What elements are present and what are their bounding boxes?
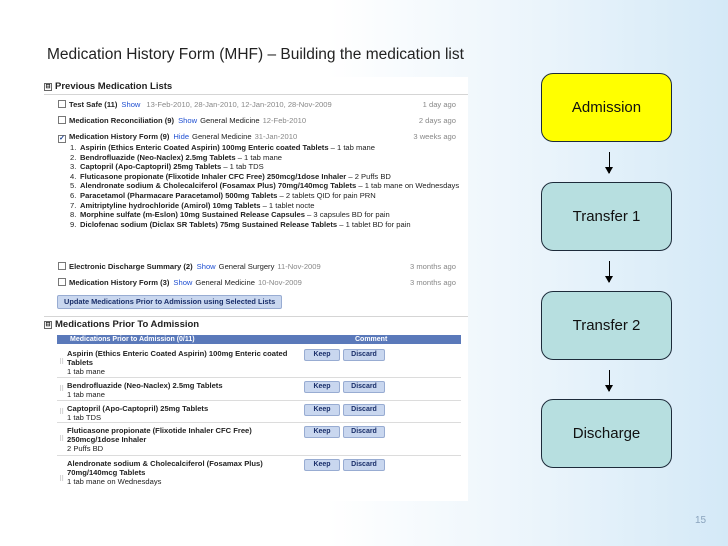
medication-dose: – 2 Puffs BD xyxy=(346,171,391,181)
medication-name: Bendrofluazide (Neo-Naclex) 2.5mg Tablets xyxy=(80,152,236,162)
medication-dose: 1 tab mane xyxy=(67,367,105,376)
previous-lists-heading: ⊟ Previous Medication Lists xyxy=(45,81,173,92)
prior-admission-heading: ⊟ Medications Prior To Admission xyxy=(45,319,200,330)
show-hide-link[interactable]: Show xyxy=(178,116,198,125)
discard-button[interactable]: Discard xyxy=(343,381,385,393)
column-header-comment: Comment xyxy=(355,336,388,343)
flow-step-transfer-1: Transfer 1 xyxy=(541,182,672,251)
flow-arrow xyxy=(609,370,610,391)
item-number: 6. xyxy=(70,190,77,200)
medication-dose: 1 tab mane on Wednesdays xyxy=(67,477,162,486)
keep-button[interactable]: Keep xyxy=(304,426,340,438)
list-item xyxy=(70,162,468,172)
list-age: 3 months ago xyxy=(409,262,456,271)
table-row xyxy=(57,401,461,423)
drag-handle-icon[interactable]: ⠿ xyxy=(59,409,65,416)
show-hide-link[interactable]: Show xyxy=(196,262,216,271)
collapse-icon[interactable]: ⊟ xyxy=(45,322,51,328)
update-medications-button[interactable]: Update Medications Prior to Admission using Selected Lists xyxy=(57,295,282,309)
keep-button[interactable]: Keep xyxy=(304,349,340,361)
medication-dose: 1 tab TDS xyxy=(67,413,102,422)
medication-dose: – 1 tablet BD for pain xyxy=(337,219,411,229)
medication-name: Diclofenac sodium (Diclax SR Tablets) 75mg Sustained Release Tablets xyxy=(80,219,338,229)
medication-cell xyxy=(67,459,292,486)
item-number: 9. xyxy=(70,219,77,229)
drag-handle-icon[interactable]: ⠿ xyxy=(59,386,65,393)
list-age: 1 day ago xyxy=(422,100,456,109)
list-item xyxy=(70,191,468,201)
list-dates: 12-Feb-2010 xyxy=(262,116,307,125)
medication-dose: 1 tab mane xyxy=(67,390,105,399)
medication-name: Fluticasone propionate (Flixotide Inhaler CFC Free) 250mcg/1dose Inhaler xyxy=(67,426,252,444)
flow-step-admission: Admission xyxy=(541,73,672,142)
medication-name: Morphine sulfate (m-Eslon) 10mg Sustained Release Capsules xyxy=(80,210,305,220)
list-item xyxy=(70,172,468,182)
medication-dose: – 3 capsules BD for pain xyxy=(304,210,390,220)
list-dates: 13-Feb-2010, 28-Jan-2010, 12-Jan-2010, 28-Nov-2009 xyxy=(146,100,332,109)
item-number: 1. xyxy=(70,143,77,152)
medication-dose: – 2 tablets QID for pain PRN xyxy=(277,190,376,200)
medication-dose: – 1 tab mane on Wednesdays xyxy=(356,181,460,191)
medication-name: Alendronate sodium & Cholecalciferol (Fosamax Plus) 70mg/140mcg Tablets xyxy=(80,181,357,191)
keep-button[interactable]: Keep xyxy=(304,404,340,416)
drag-handle-icon[interactable]: ⠿ xyxy=(59,436,65,443)
discard-button[interactable]: Discard xyxy=(343,459,385,471)
list-name: Medication History Form (9) xyxy=(69,132,170,141)
drag-handle-icon[interactable]: ⠿ xyxy=(59,359,65,366)
medication-list-row xyxy=(58,115,462,127)
medication-dose: – 1 tablet nocte xyxy=(260,200,315,210)
table-row xyxy=(57,423,461,456)
medication-name: Captopril (Apo-Captopril) 25mg Tablets xyxy=(67,404,209,413)
medication-name: Aspirin (Ethics Enteric Coated Aspirin) 100mg Enteric coated Tablets xyxy=(67,349,288,367)
list-item xyxy=(70,210,468,220)
list-name: Medication History Form (3) xyxy=(69,278,170,287)
discard-button[interactable]: Discard xyxy=(343,404,385,416)
show-hide-link[interactable]: Show xyxy=(121,100,141,109)
medication-dose: – 1 tab mane xyxy=(235,152,283,162)
list-age: 3 months ago xyxy=(409,278,456,287)
list-checkbox[interactable] xyxy=(58,116,66,124)
show-hide-link[interactable]: Hide xyxy=(173,132,190,141)
item-number: 7. xyxy=(70,200,77,210)
item-number: 5. xyxy=(70,181,77,191)
medication-name: Alendronate sodium & Cholecalciferol (Fosamax Plus) 70mg/140mcg Tablets xyxy=(67,459,263,477)
keep-button[interactable]: Keep xyxy=(304,459,340,471)
expanded-medication-list xyxy=(70,143,468,229)
list-name: Test Safe (11) xyxy=(69,100,118,109)
list-checkbox[interactable]: ✓ xyxy=(59,135,65,142)
collapse-icon[interactable]: ⊟ xyxy=(45,84,51,90)
list-item xyxy=(70,181,468,191)
list-checkbox[interactable] xyxy=(58,262,66,270)
list-dates: 10-Nov-2009 xyxy=(257,278,302,287)
item-number: 4. xyxy=(70,171,77,181)
medication-name: Amitriptyline hydrochloride (Amirol) 10mg Tablets xyxy=(80,200,261,210)
table-row xyxy=(57,346,461,378)
medication-dose: 2 Puffs BD xyxy=(67,444,104,453)
discard-button[interactable]: Discard xyxy=(343,349,385,361)
flow-step-discharge: Discharge xyxy=(541,399,672,468)
list-item xyxy=(70,153,468,163)
medication-list-row xyxy=(58,99,462,111)
item-number: 2. xyxy=(70,152,77,162)
flow-arrow xyxy=(609,261,610,282)
list-name: Electronic Discharge Summary (2) xyxy=(69,262,193,271)
list-context: General Medicine xyxy=(192,132,252,141)
table-row xyxy=(57,456,461,501)
medication-cell xyxy=(67,381,292,399)
list-checkbox[interactable] xyxy=(58,100,66,108)
medication-dose: – 1 tab TDS xyxy=(221,162,264,172)
medication-cell xyxy=(67,349,292,376)
medication-name: Fluticasone propionate (Flixotide Inhaler CFC Free) 250mcg/1dose Inhaler xyxy=(80,171,347,181)
list-item xyxy=(70,201,468,211)
medication-name: Captopril (Apo-Captopril) 25mg Tablets xyxy=(80,162,222,172)
list-name: Medication Reconciliation (9) xyxy=(69,116,175,125)
medication-name: Aspirin (Ethics Enteric Coated Aspirin) 100mg Enteric coated Tablets xyxy=(80,143,329,152)
list-age: 3 weeks ago xyxy=(413,132,456,141)
list-context: General Medicine xyxy=(195,278,255,287)
medication-panel xyxy=(44,77,468,501)
medication-list-row xyxy=(58,261,462,273)
table-row xyxy=(57,378,461,401)
column-header-medications: Medications Prior to Admission (0/11) xyxy=(70,336,195,343)
keep-button[interactable]: Keep xyxy=(304,381,340,393)
list-dates: 31-Jan-2010 xyxy=(254,132,298,141)
list-context: General Surgery xyxy=(218,262,275,271)
medication-list-row xyxy=(58,277,462,289)
list-dates: 11-Nov-2009 xyxy=(277,262,321,271)
list-context: General Medicine xyxy=(200,116,260,125)
slide-title: Medication History Form (MHF) – Building the medication list xyxy=(47,46,464,63)
flow-step-transfer-2: Transfer 2 xyxy=(541,291,672,360)
medication-list-row xyxy=(58,131,462,143)
page-number: 15 xyxy=(695,515,707,526)
medication-dose: – 1 tab mane xyxy=(328,143,375,152)
table-header xyxy=(57,335,461,344)
medication-name: Paracetamol (Pharmacare Paracetamol) 500mg Tablets xyxy=(80,190,278,200)
list-item xyxy=(70,220,468,230)
drag-handle-icon[interactable]: ⠿ xyxy=(59,476,65,483)
list-checkbox[interactable] xyxy=(58,278,66,286)
flow-arrow xyxy=(609,152,610,173)
medication-name: Bendrofluazide (Neo-Naclex) 2.5mg Tablets xyxy=(67,381,223,390)
medication-cell xyxy=(67,426,292,453)
item-number: 3. xyxy=(70,162,77,172)
list-item xyxy=(70,143,468,153)
show-hide-link[interactable]: Show xyxy=(173,278,193,287)
medication-cell xyxy=(67,404,292,422)
list-age: 2 days ago xyxy=(418,116,456,125)
discard-button[interactable]: Discard xyxy=(343,426,385,438)
item-number: 8. xyxy=(70,210,77,220)
